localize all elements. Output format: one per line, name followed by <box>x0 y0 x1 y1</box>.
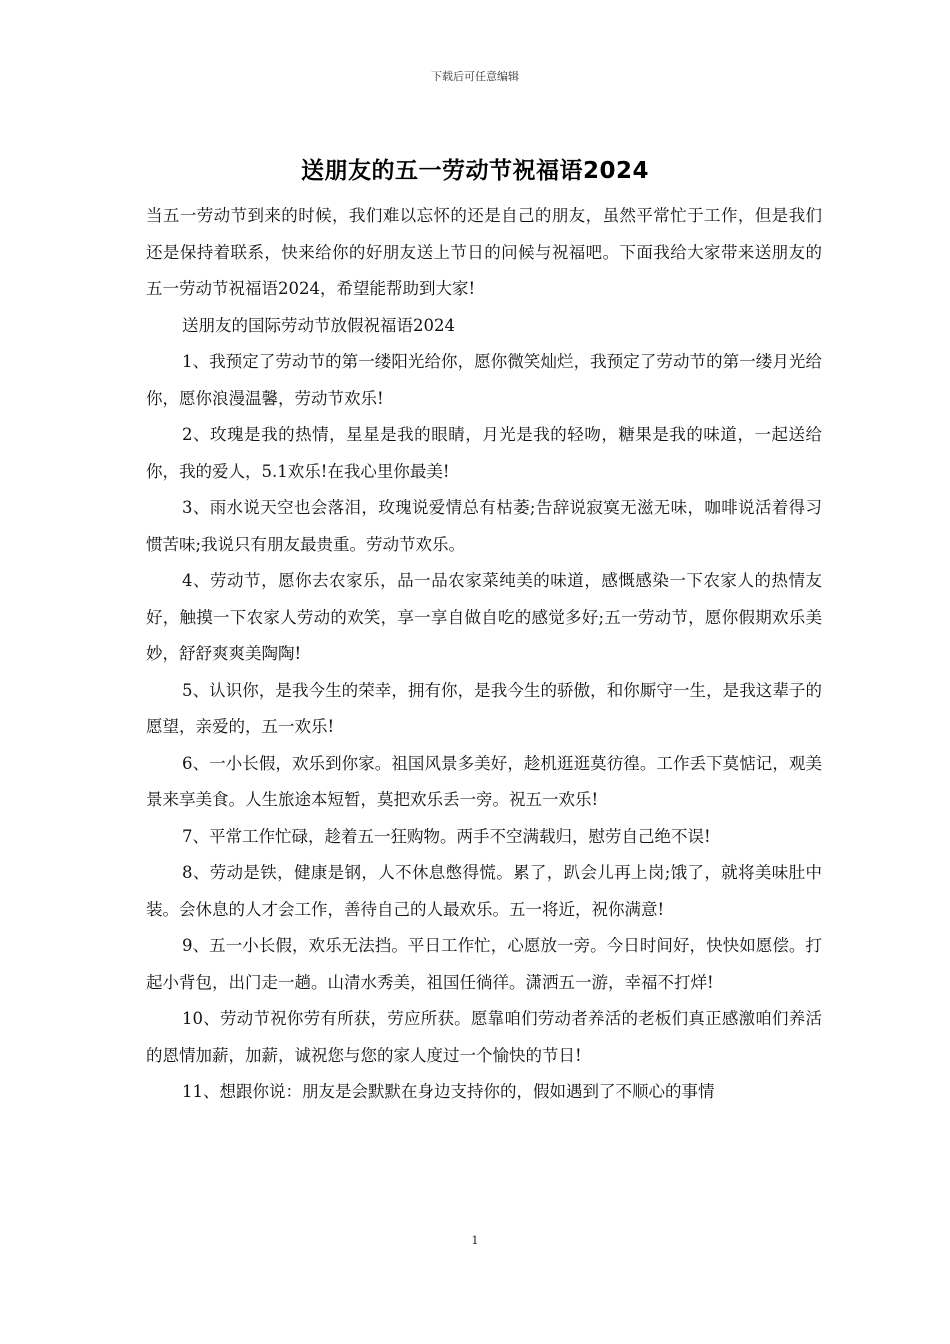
body-paragraph: 4、劳动节，愿你去农家乐，品一品农家菜纯美的味道，感慨感染一下农家人的热情友好，触摸一下农家人劳动的欢笑，享一享自做自吃的感觉多好;五一劳动节，愿你假期欢乐美妙，舒舒爽爽美陶陶! <box>146 571 822 663</box>
section-heading: 送朋友的国际劳动节放假祝福语2024 <box>182 315 455 335</box>
body-paragraph: 2、玫瑰是我的热情，星星是我的眼睛，月光是我的轻吻，糖果是我的味道，一起送给你，我的爱人，5.1欢乐!在我心里你最美! <box>146 425 822 481</box>
body-paragraph: 11、想跟你说：朋友是会默默在身边支持你的，假如遇到了不顺心的事情 <box>182 1082 715 1101</box>
body-paragraph: 8、劳动是铁，健康是钢，人不休息憋得慌。累了，趴会儿再上岗;饿了，就将美味肚中装。会休息的人才会工作，善待自己的人最欢乐。五一将近，祝你满意! <box>146 863 822 919</box>
body-paragraph: 9、五一小长假，欢乐无法挡。平日工作忙，心愿放一旁。今日时间好，快快如愿偿。打起小背包，出门走一趟。山清水秀美，祖国任徜徉。潇洒五一游，幸福不打烊! <box>146 936 822 992</box>
body-paragraph: 10、劳动节祝你劳有所获，劳应所获。愿靠咱们劳动者养活的老板们真正感激咱们养活的恩情加薪，加薪，诚祝您与您的家人度过一个愉快的节日! <box>146 1009 822 1065</box>
body-paragraph: 6、一小长假，欢乐到你家。祖国风景多美好，趁机逛逛莫彷徨。工作丢下莫惦记，观美景来享美食。人生旅途本短暂，莫把欢乐丢一旁。祝五一欢乐! <box>146 753 822 809</box>
body-paragraph: 5、认识你，是我今生的荣幸，拥有你，是我今生的骄傲，和你厮守一生，是我这辈子的愿望，亲爱的，五一欢乐! <box>146 680 822 736</box>
page-number: 1 <box>471 1234 479 1247</box>
body-paragraph: 当五一劳动节到来的时候，我们难以忘怀的还是自己的朋友，虽然平常忙于工作，但是我们还是保持着联系，快来给你的好朋友送上节日的问候与祝福吧。下面我给大家带来送朋友的五一劳动节祝福语2024，希望能帮助到大家! <box>146 206 822 298</box>
body-paragraph: 1、我预定了劳动节的第一缕阳光给你，愿你微笑灿烂，我预定了劳动节的第一缕月光给你，愿你浪漫温馨，劳动节欢乐! <box>146 352 822 408</box>
document-body <box>146 198 822 1111</box>
body-paragraph: 7、平常工作忙碌，趁着五一狂购物。两手不空满载归，慰劳自己绝不误! <box>182 826 711 846</box>
header-note: 下载后可任意编辑 <box>431 70 519 83</box>
body-paragraph: 3、雨水说天空也会落泪，玫瑰说爱情总有枯萎;告辞说寂寞无滋无味，咖啡说活着得习惯苦味;我说只有朋友最贵重。劳动节欢乐。 <box>146 498 822 554</box>
document-title: 送朋友的五一劳动节祝福语2024 <box>300 158 649 184</box>
